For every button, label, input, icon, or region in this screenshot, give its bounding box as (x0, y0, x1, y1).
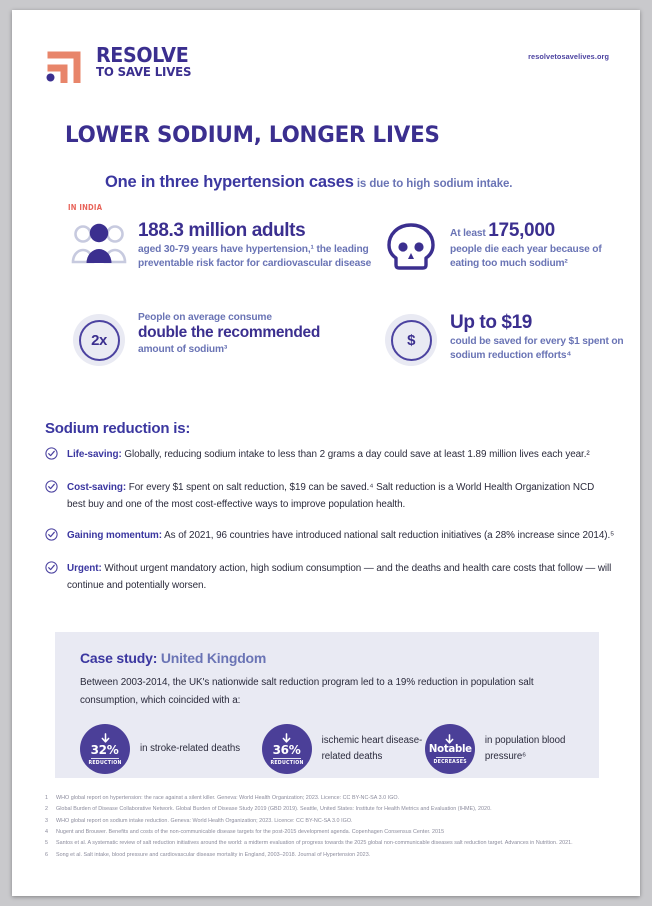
stat-text (130, 312, 320, 357)
reduction-value: Notable (428, 742, 472, 755)
case-study-panel (55, 632, 599, 778)
people-icon-svg (70, 222, 128, 266)
stat-headline: double the recommended (138, 324, 321, 341)
list-item-body: Without urgent mandatory action, high sodium consumption — and the deaths and health care costs that follow — will continue and potentially worsen. (67, 563, 612, 592)
footnote-number: 1 (45, 795, 49, 801)
stat-hypertension-adults (68, 220, 378, 270)
skull-icon (380, 220, 442, 272)
badge-circle (73, 314, 125, 366)
stat-double-recommended (68, 312, 378, 366)
footnote-text: Santos et al. A systematic review of salt reduction initiatives around the world: a midterm evaluation of progress towards the 2025 global non-communicable diseases salt reduction target. Advances in Nutrition. 2021. (56, 840, 573, 847)
region-label: IN INDIA (68, 203, 103, 212)
case-study-stat-ischemic (262, 724, 425, 774)
logo-line-1: RESOLVE (96, 42, 189, 67)
footnote-text: Global Burden of Disease Collaborative Network. Global Burden of Disease Study 2019 (GBD 2019). Seattle, United States: Institute for Health Metrics and Evaluation (IHME), 2020. (56, 806, 492, 813)
badge-value: 2x (79, 320, 120, 361)
badge-divider (91, 758, 119, 759)
stat-subtext: could be saved for every $1 spent on sodium reduction efforts⁴ (450, 335, 624, 361)
badge-divider (273, 758, 301, 759)
check-circle-icon (45, 527, 67, 546)
check-circle-icon (45, 479, 67, 513)
logo-mark-icon (45, 43, 87, 83)
list-item (45, 527, 615, 546)
stat-label: in stroke-related deaths (140, 743, 241, 755)
resolve-to-save-lives-logo (45, 43, 200, 83)
check-circle-icon (45, 560, 67, 594)
section-title: Sodium reduction is: (45, 420, 191, 437)
footnote (45, 828, 620, 837)
infographic-page (12, 10, 640, 896)
footnote-text: WHO global report on hypertension: the race against a silent killer. Geneva: World Health Organization; 2023. Licence: CC BY-NC-SA 3.0 IGO. (56, 795, 400, 801)
people-icon (68, 220, 130, 266)
footnote-text: Nugent and Brouwer. Benefits and costs of the non-communicable disease targets for the post-2015 development agenda. Copenhagen Consensus Center. 2015 (56, 829, 445, 836)
subheadline (105, 173, 512, 192)
stat-prefix: People on average consume (138, 312, 272, 323)
check-circle-icon-svg (45, 528, 58, 541)
skull-icon-svg (385, 222, 437, 272)
list-item (45, 479, 615, 513)
list-item (45, 560, 615, 594)
footnote (45, 851, 620, 860)
case-study-title (80, 650, 266, 666)
stat-prefix: At least (450, 228, 489, 239)
footnote-text: Song et al. Salt intake, blood pressure and cardiovascular disease mortality in England, 2003–2018. Journal of Hypertension 2023. (56, 851, 371, 858)
list-item-text (67, 446, 590, 465)
list-item-text (67, 527, 614, 546)
reduction-badge (262, 724, 312, 774)
badge-circle (385, 314, 437, 366)
list-item-lead: Gaining momentum: (67, 530, 162, 542)
reduction-caption: REDUCTION (88, 760, 122, 767)
check-circle-icon (45, 446, 67, 465)
case-study-stats (80, 724, 590, 774)
reduction-value: 32% (91, 741, 119, 757)
stat-headline-row (450, 220, 630, 242)
reduction-badge (80, 724, 130, 774)
list-item (45, 446, 615, 465)
list-item-text (67, 479, 615, 513)
case-study-stat-blood-pressure (425, 724, 590, 774)
2x-badge-icon (68, 312, 130, 366)
list-item-body: Globally, reducing sodium intake to less than 2 grams a day could save at least 1.89 million lives each year.² (121, 449, 590, 460)
check-circle-icon-svg (45, 480, 58, 493)
check-circle-icon-svg (45, 561, 58, 574)
reduction-caption: DECREASES (433, 759, 467, 766)
stat-deaths-per-year (380, 220, 630, 272)
case-study-body: Between 2003-2014, the UK's nationwide salt reduction program led to a 19% reduction in population salt consumption, which coincided with a: (80, 677, 534, 707)
footnote (45, 794, 620, 803)
list-item-body: For every $1 spent on salt reduction, $19 can be saved.⁴ Salt reduction is a World Health Organization NCD best buy and one of the most cost-effective ways to improve population health. (67, 482, 595, 511)
stat-subtext: people die each year because of eating too much sodium² (450, 244, 602, 269)
reduction-badge (425, 724, 475, 774)
footnote-number: 4 (45, 829, 49, 836)
dollar-badge-icon (380, 312, 442, 366)
stat-subtext: aged 30-79 years have hypertension,¹ the leading preventable risk factor for cardiovascular disease (138, 243, 372, 269)
page-header (12, 10, 640, 102)
footnote (45, 839, 620, 848)
list-item-lead: Cost-saving: (67, 482, 127, 493)
list-item-body: As of 2021, 96 countries have introduced national salt reduction initiatives (a 28% increase since 2014).⁵ (162, 530, 615, 542)
case-study-country: United Kingdom (160, 650, 267, 666)
site-url[interactable]: resolvetosavelives.org (528, 52, 609, 61)
subheadline-strong: One in three hypertension cases (105, 173, 354, 191)
footnotes (45, 794, 620, 862)
badge-divider (436, 757, 464, 758)
logo-line-2: TO SAVE LIVES (96, 65, 192, 81)
logo-wordmark (96, 42, 200, 81)
stat-text (442, 312, 630, 362)
stat-text (442, 220, 630, 271)
list-item-text (67, 560, 615, 594)
footnote-number: 5 (45, 840, 49, 847)
reduction-value: 36% (272, 741, 301, 757)
stat-headline: Up to $19 (450, 312, 532, 333)
reduction-caption: REDUCTION (269, 760, 304, 767)
footnote (45, 805, 620, 814)
footnote-number: 2 (45, 806, 49, 813)
footnote-number: 6 (45, 851, 49, 858)
case-study-stat-stroke (80, 724, 262, 774)
benefits-list (45, 446, 615, 608)
list-item-lead: Life-saving: (67, 449, 122, 460)
list-item-lead: Urgent: (67, 563, 102, 575)
case-study-label: Case study: (80, 650, 161, 666)
stat-subtext: amount of sodium³ (138, 344, 228, 356)
stat-headline: 175,000 (488, 220, 555, 241)
stat-label: in population blood pressure⁶ (484, 735, 566, 762)
subheadline-rest: is due to high sodium intake. (353, 178, 513, 190)
badge-value: $ (391, 320, 432, 361)
stat-return-on-investment (380, 312, 630, 366)
stat-text (130, 220, 378, 270)
footnote-number: 3 (45, 817, 49, 824)
page-title: LOWER SODIUM, LONGER LIVES (65, 122, 440, 148)
footnote-text: WHO global report on sodium intake reduction. Geneva: World Health Organization; 2023. Licence: CC BY-NC-SA 3.0 IGO. (56, 817, 353, 824)
stat-label: ischemic heart disease-related deaths (321, 735, 423, 762)
footnote (45, 817, 620, 826)
stat-headline: 188.3 million adults (138, 220, 306, 241)
check-circle-icon-svg (45, 447, 58, 460)
